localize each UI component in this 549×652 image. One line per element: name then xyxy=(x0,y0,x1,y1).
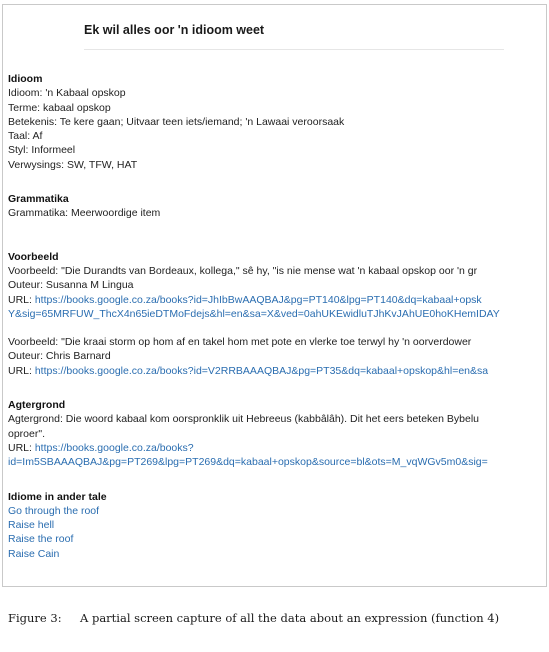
example-2-url-link[interactable]: https://books.google.co.za/books?id=V2RRBAAAQBAJ&pg=PT35&dq=kabaal+opskop&hl=en&sa xyxy=(34,364,489,377)
figure-caption-text: A partial screen capture of all the data about an expression (function 4) xyxy=(80,611,500,625)
language-field: Taal: Af xyxy=(8,130,43,143)
title-divider xyxy=(84,49,504,50)
meaning-field: Betekenis: Te kere gaan; Uitvaar teen iets/iemand; 'n Lawaai veroorsaak xyxy=(8,115,345,128)
example-2-text: Voorbeeld: "Die kraai storm op hom af en takel hom met pote en vlerke toe terwyl hy 'n oorverdower xyxy=(8,336,472,349)
other-language-idiom-link[interactable]: Raise hell xyxy=(8,519,55,532)
other-language-idiom-link[interactable]: Raise Cain xyxy=(8,547,60,560)
terms-field: Terme: kabaal opskop xyxy=(8,101,111,114)
figure-caption xyxy=(8,611,543,626)
references-field: Verwysings: SW, TFW, HAT xyxy=(8,158,138,171)
background-url-line xyxy=(8,441,549,455)
page-title: Ek wil alles oor 'n idioom weet xyxy=(84,23,265,37)
example-1-text: Voorbeeld: "Die Durandts van Bordeaux, kollega," sê hy, "is nie mense wat 'n kabaal opskop oor 'n gr xyxy=(8,264,478,277)
section-heading-idioom: Idioom xyxy=(8,73,43,85)
url-label: URL: xyxy=(8,364,35,377)
grammar-field: Grammatika: Meerwoordige item xyxy=(8,207,161,220)
style-field: Styl: Informeel xyxy=(8,144,76,157)
background-text-cont: oproer". xyxy=(8,427,45,440)
background-url-link-cont[interactable]: id=Im5SBAAAQBAJ&pg=PT269&lpg=PT269&dq=kabaal+opskop&source=bl&ots=M_vqWGv5m0&sig= xyxy=(8,456,488,469)
example-1-url-link[interactable]: https://books.google.co.za/books?id=JhIbBwAAQBAJ&pg=PT140&lpg=PT140&dq=kabaal+opsk xyxy=(34,293,482,306)
section-heading-grammatika: Grammatika xyxy=(8,193,69,206)
screen-capture xyxy=(0,4,549,590)
section-heading-other-languages: Idiome in ander tale xyxy=(8,490,107,503)
figure-label: Figure 3: xyxy=(8,611,62,625)
example-1-url-line xyxy=(8,293,549,307)
other-language-idiom-link[interactable]: Raise the roof xyxy=(8,533,74,546)
background-url-link[interactable]: https://books.google.co.za/books? xyxy=(34,441,194,454)
example-1-url-link-cont[interactable]: Y&sig=65MRFUW_ThcX4n65ieDTMoFdejs&hl=en&sa=X&ved=0ahUKEwidluTJhKvJAhUE0hoKHemIDAY xyxy=(8,307,500,320)
section-heading-voorbeeld: Voorbeeld xyxy=(8,250,59,263)
other-language-idiom-link[interactable]: Go through the roof xyxy=(8,504,100,517)
background-text: Agtergrond: Die woord kabaal kom oorspronklik uit Hebreeus (kabbâlâh). Dit het eers beteken Bybelu xyxy=(8,413,480,426)
example-2-author: Outeur: Chris Barnard xyxy=(8,350,111,363)
example-2-url-line xyxy=(8,364,549,378)
idiom-field: Idioom: 'n Kabaal opskop xyxy=(8,87,126,100)
example-1-author: Outeur: Susanna M Lingua xyxy=(8,279,134,292)
section-heading-agtergrond: Agtergrond xyxy=(8,399,66,412)
idiom-details xyxy=(8,72,549,561)
url-label: URL: xyxy=(8,441,35,454)
url-label: URL: xyxy=(8,293,35,306)
